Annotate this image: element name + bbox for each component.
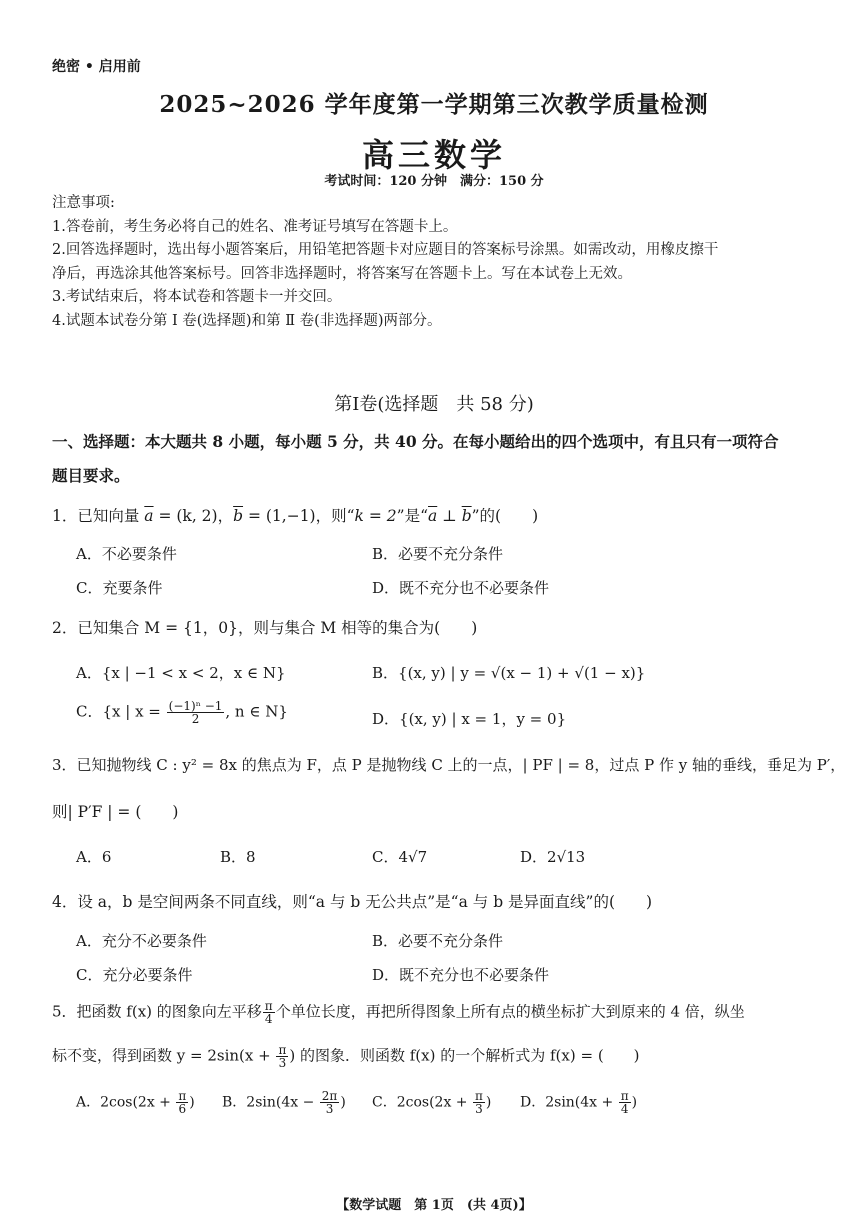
exam-title: 2025~2026 学年度第一学期第三次教学质量检测 [159,91,709,118]
question-2-stem: 2．已知集合 M = {1，0}，则与集合 M 相等的集合为( ) [52,619,478,637]
q5-option-b: B．2sin(4x − $\frac{2\pi}{3}$ ) [222,1089,346,1116]
exam-info: 考试时间：120 分钟 满分：150 分 [324,174,544,189]
q4-option-a: A．充分不必要条件 [76,932,207,950]
q2-option-a: A．{x | −1 < x < 2，x ∈ N} [76,664,286,682]
question-3-stem-2: 则| P′F | = ( ) [52,803,179,821]
section-instruction-1: 一、选择题：本大题共 8 小题，每小题 5 分，共 40 分。在每小题给出的四个选项中，有且只有一项符合 [52,432,779,451]
q2-option-d: D．{(x, y) | x = 1，y = 0} [372,710,567,728]
q5-option-a: A．2cos(2x + $\frac{\pi}{6}$ ) [76,1089,195,1116]
q2-option-c: C．{x | x = $\frac{\text{(−1)ⁿ −1}}{2}$ , n ∈ N} [76,699,288,726]
question-4-stem: 4．设 a，b 是空间两条不同直线，则“a 与 b 无公共点”是“a 与 b 是异面直线”的( ) [52,893,653,911]
question-3-stem-1: 3．已知抛物线 C : y² = 8x 的焦点为 F，点 P 是抛物线 C 上的一点，| PF | = 8，过点 P 作 y 轴的垂线，垂足为 P′， [52,756,846,774]
q3-option-c: C．4√7 [372,848,428,866]
question-5-stem-1: 5．把函数 f(x) 的图象向左平移 $\frac{\pi}{4}$ 个单位长度，再把所得图象上所有点的横坐标扩大到原来的 4 倍，纵坐 [52,999,745,1026]
question-5-stem-2: 标不变，得到函数 y = 2sin(x + $\frac{\pi}{3}$ ) 的图象．则函数 f(x) 的一个解析式为 f(x) = ( ) [52,1043,640,1070]
section-instruction-2: 题目要求。 [52,466,130,485]
confidential-label: 绝密 • 启用前 [52,59,141,75]
fraction: $\frac{\pi}{4}$ [264,999,273,1026]
section-title: 第Ⅰ卷(选择题 共 58 分) [334,394,534,415]
q5-option-c: C．2cos(2x + $\frac{\pi}{3}$ ) [372,1089,492,1116]
note-line-5: 4.试题本试卷分第 Ⅰ 卷(选择题)和第 Ⅱ 卷(非选择题)两部分。 [52,312,442,329]
q3-option-d: D．2√13 [520,848,586,866]
fraction: $\frac{2\pi}{3}$ [321,1089,338,1116]
q5-option-d: D．2sin(4x + $\frac{\pi}{4}$ ) [520,1089,638,1116]
q1-option-b: B．必要不充分条件 [372,545,504,563]
subject-title: 高三数学 [361,136,506,174]
q4-option-c: C．充分必要条件 [76,966,193,984]
q3-option-b: B．8 [220,848,256,866]
q4-option-b: B．必要不充分条件 [372,932,504,950]
note-line-1: 1.答卷前，考生务必将自己的姓名、准考证号填写在答题卡上。 [52,218,458,235]
question-1-stem: 1．已知向量 $\overline{a} = (k$, 2)，$\overline{b} = (1,-1)$，则“k = 2”是“$\overline{a}$ ⊥ $\overline{b}$”的( ) [52,507,539,525]
fraction: $\frac{\pi}{3}$ [474,1089,483,1116]
notes-block [52,192,718,333]
q1-option-d: D．既不充分也不必要条件 [372,579,550,597]
fraction: $\frac{\pi}{4}$ [620,1089,629,1116]
page-footer: 【数学试题 第 1页 (共 4页)】 [336,1198,532,1213]
q1-option-a: A．不必要条件 [76,545,177,563]
q2-option-b: B．{(x, y) | y = √(x − 1) + √(1 − x)} [372,664,646,682]
notes-heading: 注意事项: [52,195,115,211]
note-line-2: 2.回答选择题时，选出每小题答案后，用铅笔把答题卡对应题目的答案标号涂黑。如需改动，用橡皮擦干 [52,242,719,258]
note-line-4: 3.考试结束后，将本试卷和答题卡一并交回。 [52,289,342,305]
q4-option-d: D．既不充分也不必要条件 [372,966,550,984]
q1-option-c: C．充要条件 [76,579,163,597]
fraction: $\frac{\pi}{6}$ [178,1089,187,1116]
fraction: $\frac{\pi}{3}$ [278,1043,287,1070]
q3-option-a: A．6 [76,848,112,866]
note-line-3: 净后，再选涂其他答案标号。回答非选择题时，将答案写在答题卡上。写在本试卷上无效。 [52,265,632,282]
fraction: $\frac{\text{(−1)ⁿ −1}}{2}$ [168,699,223,726]
